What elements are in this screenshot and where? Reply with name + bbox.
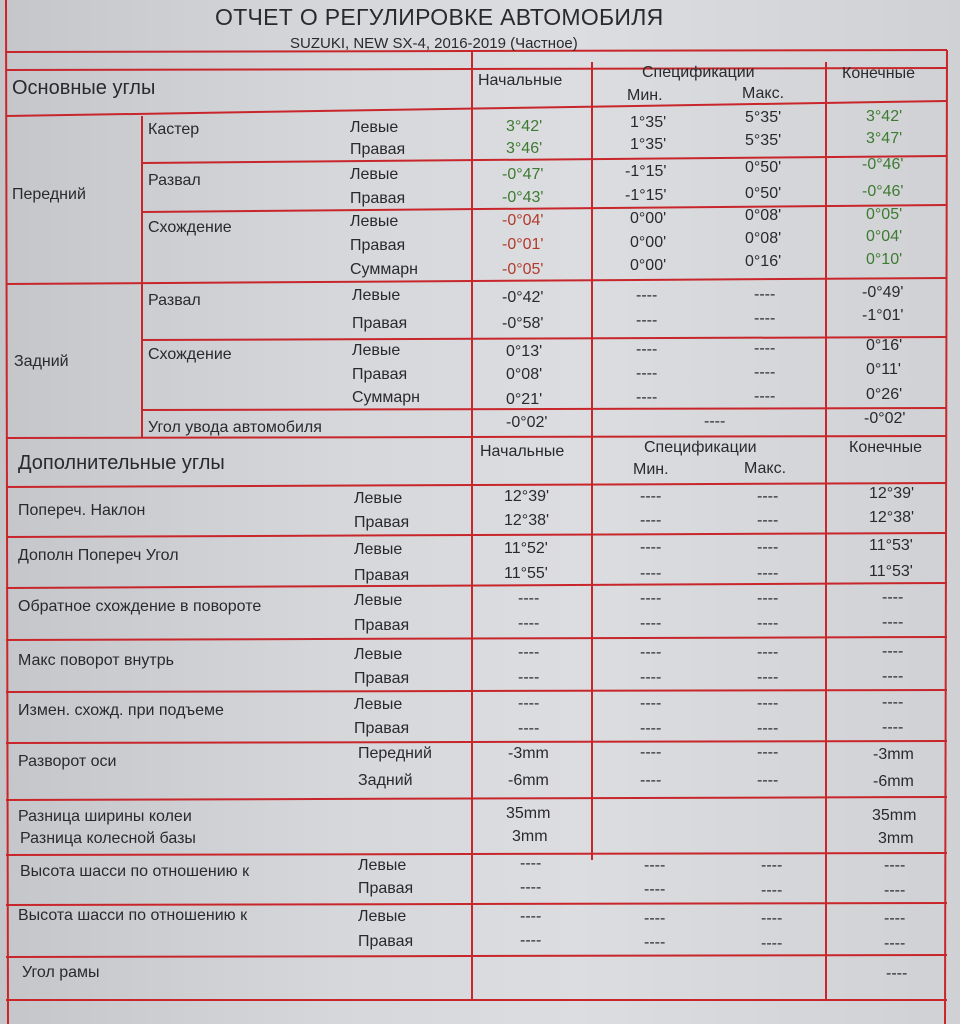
- kpi-min-right: ----: [640, 512, 662, 529]
- main-col-spec: Спецификации: [642, 64, 755, 81]
- kpi-init-right: 12°38': [504, 512, 550, 529]
- kpi-side-right: Правая: [354, 514, 410, 531]
- max-inner-turn-min-right: ----: [640, 669, 662, 686]
- rear-camber-right: Правая: [352, 315, 408, 332]
- toe-lift-change-fin-left: ----: [882, 694, 904, 711]
- max-inner-turn-fin-right: ----: [882, 668, 904, 685]
- front-camber-right: Правая: [350, 190, 406, 207]
- main-col-max: Макс.: [742, 85, 785, 102]
- included-angle-max-left: ----: [757, 539, 779, 556]
- kpi-max-left: ----: [757, 488, 779, 505]
- included-angle-init-left: 11°52': [504, 540, 548, 557]
- toe-lift-change-init-right: ----: [518, 720, 540, 737]
- ride-height-2-side-right: Правая: [358, 933, 414, 950]
- rear-toe-fin-left: 0°16': [866, 337, 903, 354]
- toe-out-turn-label: Обратное схождение в повороте: [18, 598, 262, 615]
- extra-col-spec: Спецификации: [644, 439, 757, 456]
- axle-offset-front: Передний: [358, 745, 432, 762]
- toe-out-turn-init-left: ----: [518, 590, 540, 607]
- thrust-angle-spec: ----: [704, 413, 726, 430]
- front-camber-init-right: -0°43': [502, 189, 544, 206]
- ride-height-2-max-right: ----: [761, 935, 783, 952]
- front-camber-min-right: -1°15': [625, 187, 667, 204]
- rear-toe-left: Левые: [352, 342, 401, 359]
- thrust-angle-fin: -0°02': [864, 410, 906, 427]
- kpi-fin-right: 12°38': [869, 509, 915, 526]
- front-toe-fin-left: 0°05': [866, 206, 903, 223]
- max-inner-turn-side-left: Левые: [354, 646, 403, 663]
- rear-toe-init-total: 0°21': [506, 391, 543, 408]
- ride-height-1-fin-right: ----: [884, 882, 906, 899]
- included-angle-min-left: ----: [640, 539, 662, 556]
- front-camber-fin-left: -0°46': [862, 156, 904, 173]
- rear-camber-max-left: ----: [754, 286, 776, 303]
- kpi-side-left: Левые: [354, 490, 403, 507]
- max-inner-turn-init-left: ----: [518, 644, 540, 661]
- toe-out-turn-init-right: ----: [518, 615, 540, 632]
- max-inner-turn-fin-left: ----: [882, 643, 904, 660]
- front-toe-right: Правая: [350, 237, 406, 254]
- caster-label: Кастер: [148, 121, 200, 138]
- included-angle-side-right: Правая: [354, 567, 410, 584]
- rear-camber-left: Левые: [352, 287, 401, 304]
- front-toe-max-right: 0°08': [745, 230, 782, 247]
- rear-toe-min-right: ----: [636, 365, 658, 382]
- included-angle-fin-left: 11°53': [869, 537, 913, 554]
- front-label: Передний: [12, 186, 86, 203]
- rear-camber-label: Развал: [148, 292, 201, 309]
- ride-height-1-side-right: Правая: [358, 880, 414, 897]
- rear-toe-init-right: 0°08': [506, 366, 543, 383]
- vehicle-info: SUZUKI, NEW SX-4, 2016-2019 (Частное): [290, 35, 578, 52]
- thrust-angle-init: -0°02': [506, 414, 548, 431]
- toe-out-turn-fin-right: ----: [882, 614, 904, 631]
- rear-camber-min-right: ----: [636, 312, 658, 329]
- kpi-label: Попереч. Наклон: [18, 502, 146, 519]
- track-width-diff-label: Разница ширины колеи: [18, 808, 192, 825]
- front-camber-min-left: -1°15': [625, 163, 667, 180]
- ride-height-2-min-right: ----: [644, 934, 666, 951]
- caster-init-left: 3°42': [506, 118, 543, 135]
- ride-height-1-min-left: ----: [644, 857, 666, 874]
- kpi-min-left: ----: [640, 488, 662, 505]
- wheelbase-diff-fin: 3mm: [878, 830, 914, 847]
- rear-camber-fin-right: -1°01': [862, 307, 904, 324]
- frame-angle-label: Угол рамы: [22, 964, 100, 981]
- front-toe-fin-right: 0°04': [866, 228, 903, 245]
- rear-toe-min-total: ----: [636, 389, 658, 406]
- front-toe-max-total: 0°16': [745, 253, 782, 270]
- front-camber-init-left: -0°47': [502, 166, 544, 183]
- front-camber-left: Левые: [350, 166, 399, 183]
- wheelbase-diff-label: Разница колесной базы: [20, 830, 196, 847]
- front-toe-max-left: 0°08': [745, 207, 782, 224]
- rear-camber-init-left: -0°42': [502, 289, 544, 306]
- included-angle-side-left: Левые: [354, 541, 403, 558]
- wheelbase-diff-init: 3mm: [512, 828, 548, 845]
- toe-out-turn-max-left: ----: [757, 590, 779, 607]
- axle-offset-fin-front: -3mm: [873, 746, 914, 763]
- included-angle-fin-right: 11°53': [869, 563, 913, 580]
- rear-camber-init-right: -0°58': [502, 315, 544, 332]
- kpi-fin-left: 12°39': [869, 485, 915, 502]
- rear-toe-init-left: 0°13': [506, 343, 543, 360]
- max-inner-turn-label: Макс поворот внутрь: [18, 652, 174, 669]
- rear-camber-fin-left: -0°49': [862, 284, 904, 301]
- ride-height-2-fin-right: ----: [884, 935, 906, 952]
- ride-height-1-init-right: ----: [520, 879, 542, 896]
- extra-col-min: Мин.: [633, 461, 669, 478]
- caster-init-right: 3°46': [506, 140, 543, 157]
- max-inner-turn-init-right: ----: [518, 669, 540, 686]
- rear-toe-label: Схождение: [148, 346, 232, 363]
- rear-toe-fin-total: 0°26': [866, 386, 903, 403]
- max-inner-turn-min-left: ----: [640, 644, 662, 661]
- included-angle-min-right: ----: [640, 565, 662, 582]
- toe-out-turn-min-right: ----: [640, 615, 662, 632]
- toe-lift-change-min-left: ----: [640, 695, 662, 712]
- front-toe-fin-total: 0°10': [866, 251, 903, 268]
- max-inner-turn-side-right: Правая: [354, 670, 410, 687]
- extra-col-final: Конечные: [849, 439, 922, 456]
- front-camber-max-left: 0°50': [745, 159, 782, 176]
- toe-out-turn-fin-left: ----: [882, 589, 904, 606]
- rear-toe-right: Правая: [352, 366, 408, 383]
- toe-out-turn-max-right: ----: [757, 615, 779, 632]
- report-title: ОТЧЕТ О РЕГУЛИРОВКЕ АВТОМОБИЛЯ: [215, 4, 664, 30]
- front-toe-total: Суммарн: [350, 261, 419, 278]
- toe-lift-change-side-left: Левые: [354, 696, 403, 713]
- rear-label: Задний: [14, 353, 69, 370]
- rear-toe-total: Суммарн: [352, 389, 421, 406]
- toe-out-turn-min-left: ----: [640, 590, 662, 607]
- thrust-angle-label: Угол увода автомобиля: [148, 419, 322, 436]
- main-angles-heading: Основные углы: [12, 77, 156, 99]
- axle-offset-rear: Задний: [358, 772, 413, 789]
- included-angle-max-right: ----: [757, 565, 779, 582]
- ride-height-1-side-left: Левые: [358, 857, 407, 874]
- included-angle-init-right: 11°55': [504, 565, 548, 582]
- extra-col-max: Макс.: [744, 460, 787, 477]
- front-toe-init-total: -0°05': [502, 261, 544, 278]
- front-toe-label: Схождение: [148, 219, 232, 236]
- extra-angles-heading: Дополнительные углы: [18, 452, 225, 474]
- axle-offset-label: Разворот оси: [18, 753, 117, 770]
- front-toe-min-left: 0°00': [630, 210, 667, 227]
- ride-height-1-max-left: ----: [761, 857, 783, 874]
- front-camber-label: Развал: [148, 172, 201, 189]
- front-toe-min-total: 0°00': [630, 257, 667, 274]
- axle-offset-init-front: -3mm: [508, 745, 549, 762]
- front-camber-max-right: 0°50': [745, 185, 782, 202]
- caster-right: Правая: [350, 141, 406, 158]
- caster-min-right: 1°35': [630, 136, 667, 153]
- rear-toe-min-left: ----: [636, 341, 658, 358]
- ride-height-1-min-right: ----: [644, 881, 666, 898]
- ride-height-2-init-right: ----: [520, 932, 542, 949]
- toe-out-turn-side-left: Левые: [354, 592, 403, 609]
- toe-lift-change-side-right: Правая: [354, 720, 410, 737]
- max-inner-turn-max-left: ----: [757, 644, 779, 661]
- ride-height-1-init-left: ----: [520, 855, 542, 872]
- track-width-diff-fin: 35mm: [872, 807, 917, 824]
- axle-offset-init-rear: -6mm: [508, 772, 549, 789]
- toe-lift-change-min-right: ----: [640, 720, 662, 737]
- front-camber-fin-right: -0°46': [862, 183, 904, 200]
- extra-col-initial: Начальные: [480, 443, 565, 460]
- max-inner-turn-max-right: ----: [757, 669, 779, 686]
- caster-fin-left: 3°42': [866, 108, 903, 125]
- front-toe-min-right: 0°00': [630, 234, 667, 251]
- caster-left: Левые: [350, 119, 399, 136]
- toe-lift-change-label: Измен. схожд. при подъеме: [18, 702, 224, 719]
- frame-angle-fin: ----: [886, 965, 908, 982]
- kpi-init-left: 12°39': [504, 488, 550, 505]
- toe-lift-change-init-left: ----: [518, 695, 540, 712]
- caster-fin-right: 3°47': [866, 130, 903, 147]
- caster-min-left: 1°35': [630, 114, 667, 131]
- kpi-max-right: ----: [757, 512, 779, 529]
- caster-max-left: 5°35': [745, 109, 782, 126]
- ride-height-1-max-right: ----: [761, 882, 783, 899]
- front-toe-init-right: -0°01': [502, 236, 544, 253]
- ride-height-1-fin-left: ----: [884, 857, 906, 874]
- ride-height-1-label: Высота шасси по отношению к: [20, 863, 250, 880]
- main-col-min: Мин.: [627, 87, 663, 104]
- main-col-initial: Начальные: [478, 72, 563, 89]
- rear-toe-fin-right: 0°11': [866, 361, 901, 378]
- track-width-diff-init: 35mm: [506, 805, 551, 822]
- rear-toe-max-right: ----: [754, 364, 776, 381]
- ride-height-2-max-left: ----: [761, 910, 783, 927]
- ride-height-2-label: Высота шасси по отношению к: [18, 907, 248, 924]
- toe-out-turn-side-right: Правая: [354, 617, 410, 634]
- rear-toe-max-left: ----: [754, 340, 776, 357]
- ride-height-2-fin-left: ----: [884, 910, 906, 927]
- axle-offset-fin-rear: -6mm: [873, 773, 914, 790]
- axle-offset-min-rear: ----: [640, 772, 662, 789]
- front-toe-left: Левые: [350, 213, 399, 230]
- rear-camber-min-left: ----: [636, 287, 658, 304]
- rear-toe-max-total: ----: [754, 388, 776, 405]
- rear-camber-max-right: ----: [754, 310, 776, 327]
- main-col-final: Конечные: [842, 65, 915, 82]
- caster-max-right: 5°35': [745, 132, 782, 149]
- toe-lift-change-fin-right: ----: [882, 719, 904, 736]
- toe-lift-change-max-left: ----: [757, 695, 779, 712]
- axle-offset-min-front: ----: [640, 744, 662, 761]
- ride-height-2-side-left: Левые: [358, 908, 407, 925]
- ride-height-2-min-left: ----: [644, 910, 666, 927]
- included-angle-label: Дополн Попереч Угол: [18, 547, 179, 564]
- toe-lift-change-max-right: ----: [757, 720, 779, 737]
- ride-height-2-init-left: ----: [520, 908, 542, 925]
- axle-offset-max-rear: ----: [757, 772, 779, 789]
- front-toe-init-left: -0°04': [502, 212, 544, 229]
- axle-offset-max-front: ----: [757, 744, 779, 761]
